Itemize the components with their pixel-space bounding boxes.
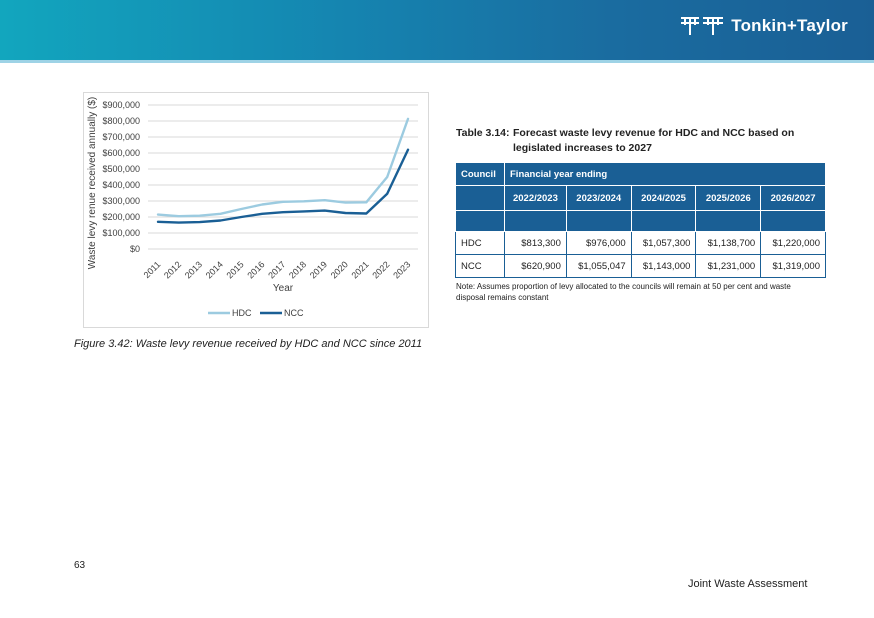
x-tick-label: 2013 (182, 259, 205, 281)
y-tick-label: $0 (129, 244, 140, 254)
x-tick-label: 2016 (245, 259, 267, 281)
council-cell: HDC (456, 232, 505, 255)
header-year: 2025/2026 (696, 186, 761, 211)
levy-forecast-table (455, 162, 826, 278)
table-title-line2: legislated increases to 2027 (513, 142, 652, 154)
value-cell: $1,143,000 (631, 255, 696, 278)
x-tick-label: 2020 (328, 259, 350, 281)
header-spacer (761, 211, 826, 232)
page-number: 63 (74, 560, 86, 571)
footer-text: Joint Waste Assessment (688, 578, 808, 590)
x-axis-label: Year (272, 283, 294, 294)
value-cell: $1,055,047 (566, 255, 631, 278)
y-tick-label: $200,000 (102, 212, 140, 222)
x-tick-label: 2014 (203, 259, 225, 281)
chart-frame (83, 92, 429, 328)
y-tick-label: $400,000 (102, 180, 140, 190)
table-title (456, 126, 794, 156)
y-tick-label: $100,000 (102, 228, 140, 238)
y-tick-label: $700,000 (102, 132, 140, 142)
value-cell: $1,057,300 (631, 232, 696, 255)
value-cell: $1,319,000 (761, 255, 826, 278)
header-spacer (696, 211, 761, 232)
header-year: 2024/2025 (631, 186, 696, 211)
legend-label: HDC (232, 308, 252, 318)
header-spacer (566, 211, 631, 232)
x-tick-label: 2019 (307, 259, 330, 281)
y-tick-label: $800,000 (102, 116, 140, 126)
header-council-spacer (456, 186, 505, 211)
value-cell: $1,220,000 (761, 232, 826, 255)
x-tick-label: 2023 (391, 259, 413, 281)
y-tick-label: $500,000 (102, 164, 140, 174)
y-tick-label: $300,000 (102, 196, 140, 206)
company-logo (679, 15, 848, 37)
table-label: Table 3.14: (456, 127, 510, 139)
line-chart (84, 93, 430, 329)
x-tick-label: 2021 (349, 259, 371, 281)
table-row (456, 232, 826, 255)
x-tick-label: 2012 (162, 259, 184, 281)
value-cell: $620,900 (505, 255, 567, 278)
logo-text: Tonkin+Taylor (731, 16, 848, 35)
header-financial-year: Financial year ending (505, 163, 826, 186)
table-row (456, 255, 826, 278)
header-council: Council (456, 163, 505, 186)
header-year: 2026/2027 (761, 186, 826, 211)
table-title-line1: Forecast waste levy revenue for HDC and NCC based on (513, 127, 795, 139)
header-year: 2022/2023 (505, 186, 567, 211)
y-axis-label: Waste levy renue received annually ($) (87, 96, 98, 270)
y-tick-label: $600,000 (102, 148, 140, 158)
x-tick-label: 2015 (224, 259, 246, 281)
header-rule (0, 60, 874, 63)
y-tick-label: $900,000 (102, 100, 140, 110)
header-spacer (631, 211, 696, 232)
value-cell: $1,138,700 (696, 232, 761, 255)
council-cell: NCC (456, 255, 505, 278)
legend-label: NCC (284, 308, 304, 318)
x-tick-label: 2011 (141, 259, 163, 281)
header-spacer (456, 211, 505, 232)
value-cell: $1,231,000 (696, 255, 761, 278)
x-tick-label: 2022 (370, 259, 392, 281)
x-tick-label: 2017 (266, 259, 288, 281)
value-cell: $813,300 (505, 232, 567, 255)
value-cell: $976,000 (566, 232, 631, 255)
header-year: 2023/2024 (566, 186, 631, 211)
series-line-ncc (158, 150, 408, 223)
series-line-hdc (158, 119, 408, 216)
x-tick-label: 2018 (287, 259, 309, 281)
figure-caption: Figure 3.42: Waste levy revenue received by HDC and NCC since 2011 (74, 338, 423, 350)
tt-logo-icon (679, 15, 725, 37)
table-note: Note: Assumes proportion of levy allocated to the councils will remain at 50 per cent and waste disposal remains constant (456, 282, 791, 302)
header-spacer (505, 211, 567, 232)
